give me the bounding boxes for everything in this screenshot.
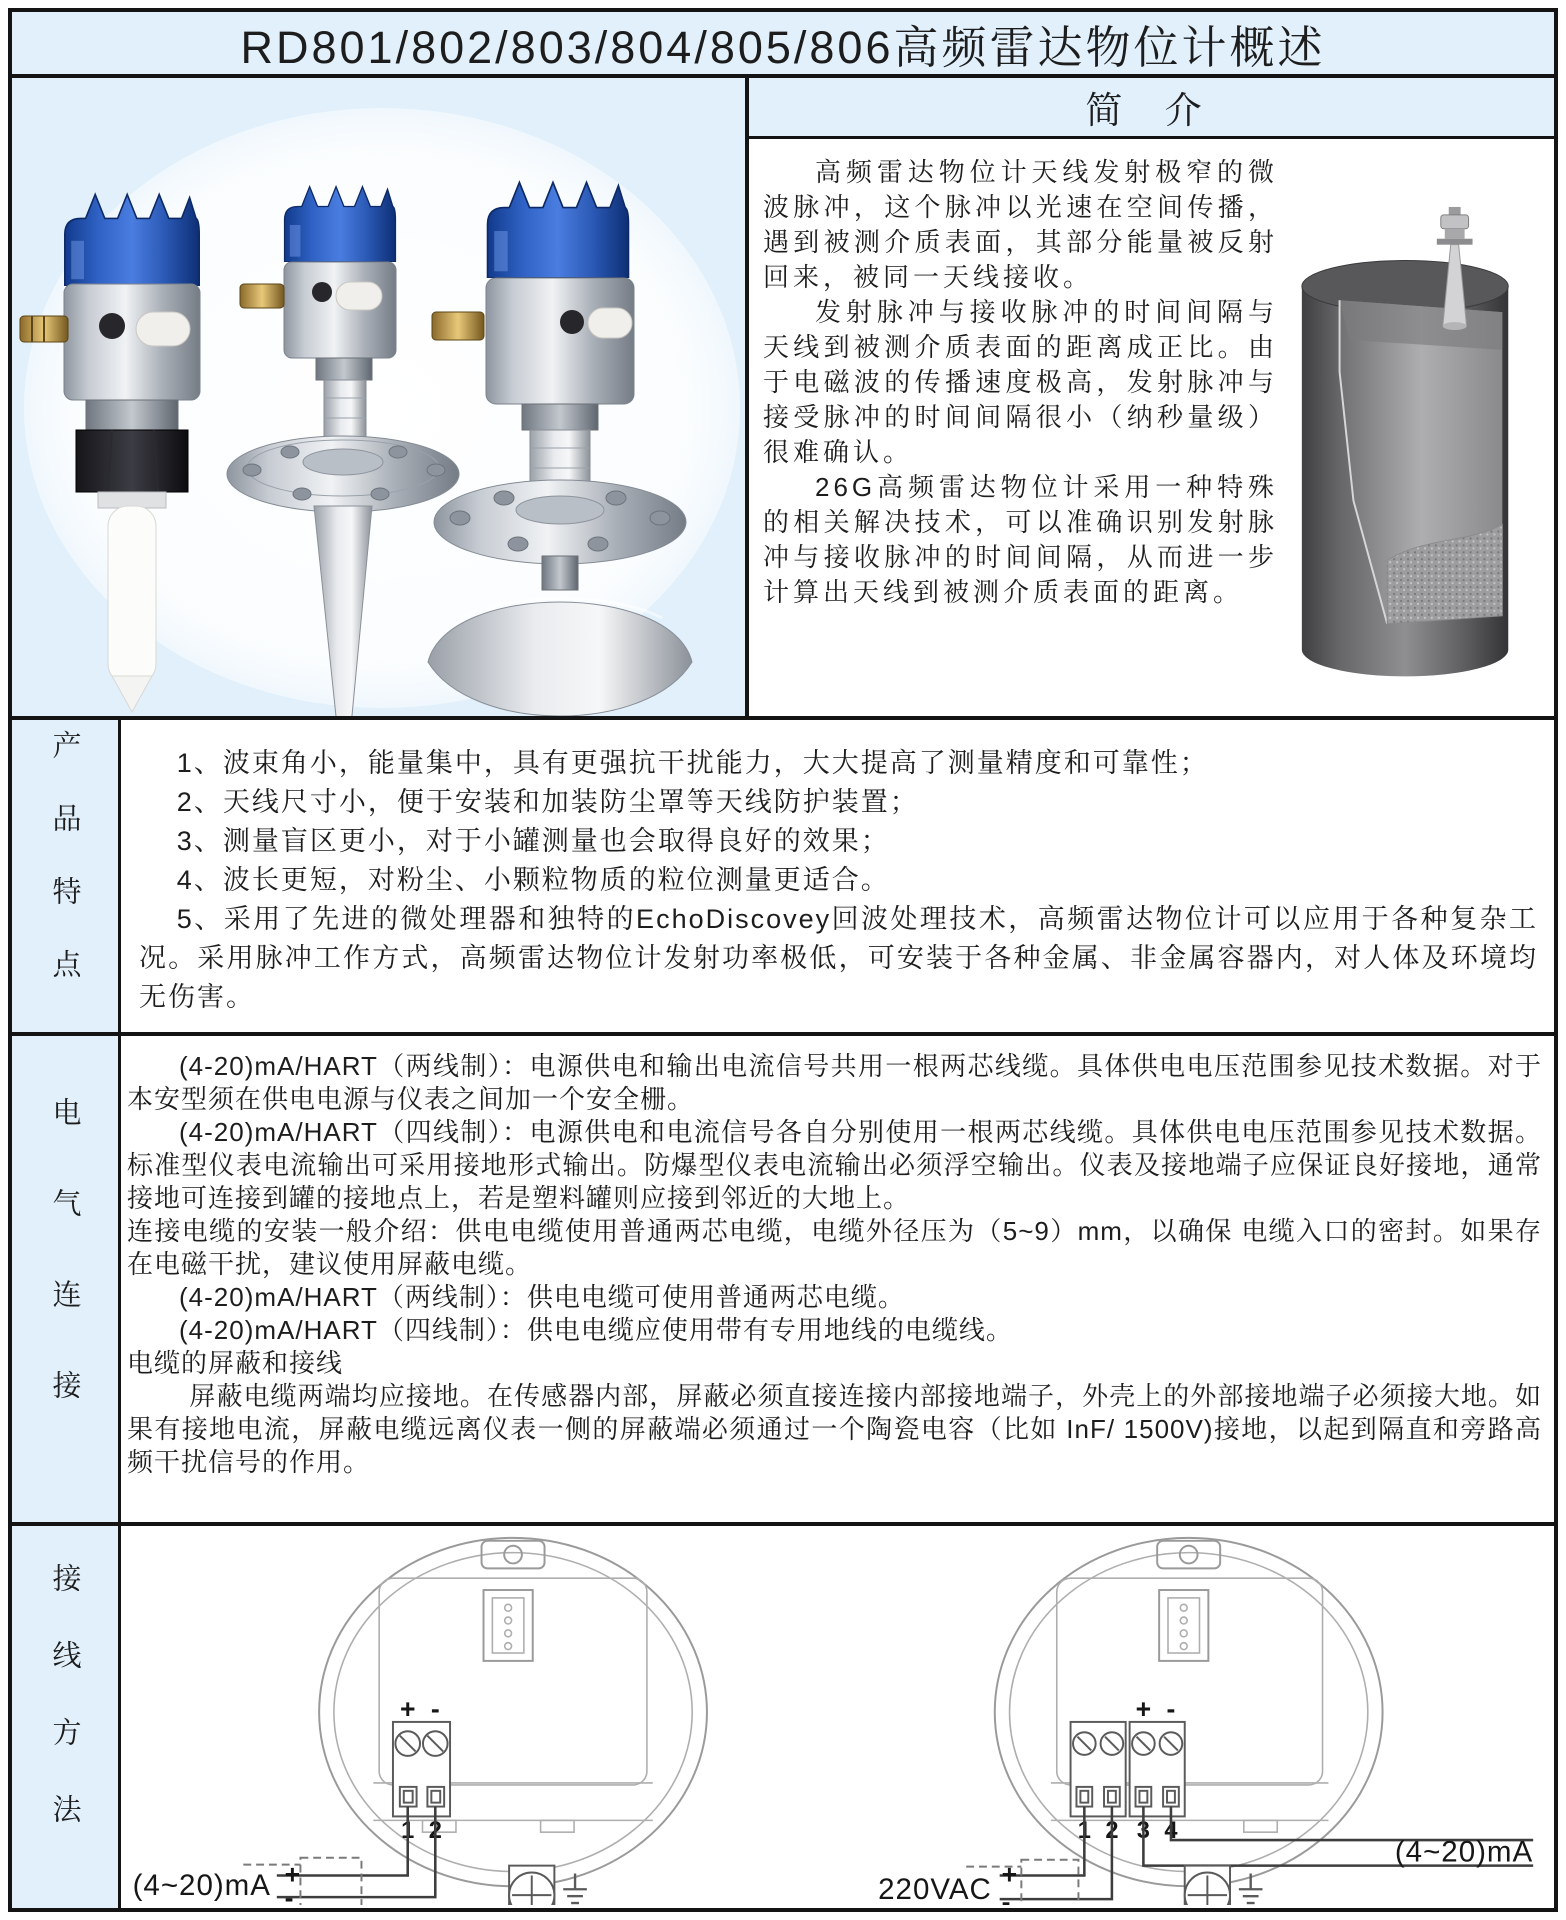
page-title xyxy=(8,8,1558,78)
feature-item: 3、测量盲区更小，对于小罐测量也会取得良好的效果； xyxy=(176,826,890,856)
wiring-section xyxy=(8,1522,1558,1912)
intro-panel xyxy=(745,74,1558,720)
signal-plus: + xyxy=(284,1859,301,1890)
electrical-paragraph: 电缆的屏蔽和接线 xyxy=(127,1348,344,1378)
terminal-number: 2 xyxy=(1105,1818,1119,1845)
display-connector xyxy=(484,1590,533,1661)
features-section xyxy=(8,716,1558,1036)
wiring-section-label: 接线方法 xyxy=(12,1526,121,1908)
block-plus-label: + xyxy=(399,1693,416,1724)
features-content xyxy=(121,720,1554,1032)
two-wire-wiring-diagram xyxy=(127,1529,842,1905)
terminal-number: 4 xyxy=(1164,1818,1178,1845)
intro-paragraph: 26G高频雷达物位计采用一种特殊的相关解决技术，可以准确识别发射脉冲与接收脉冲的时间间隔，从而进一步计算出天线到被测介质表面的距离。 xyxy=(763,472,1278,607)
terminal-block-power xyxy=(1071,1722,1126,1844)
intro-header xyxy=(749,78,1554,139)
electrical-paragraph: (4-20)mA/HART（四线制）：电源供电和电流信号各自分别使用一根两芯线缆。具体供电电压范围参见技术数据。标准型仪表电流输出可采用接地形式输出。防爆型仪表电流输出必须浮空输出。仪表及接地端子应保证良好接地，通常接地可连接到罐的接地点上，若是塑料罐则应接到邻近的大地上。 xyxy=(127,1117,1542,1213)
feature-item: 1、波束角小，能量集中，具有更强抗干扰能力，大大提高了测量精度和可靠性； xyxy=(176,748,1209,778)
electrical-section-label: 电气连接 xyxy=(12,1036,121,1522)
electrical-content xyxy=(121,1036,1554,1522)
electrical-paragraph: (4-20)mA/HART（四线制）：供电电缆应使用带有专用地线的电缆线。 xyxy=(179,1315,1013,1345)
signal-minus: - xyxy=(284,1882,294,1905)
power-minus: - xyxy=(1001,1886,1011,1905)
electrical-paragraph: 连接电缆的安装一般介绍：供电电缆使用普通两芯电缆，电缆外径压为（5~9）mm，以确保 电缆入口的密封。如果存在电磁干扰，建议使用屏蔽电缆。 xyxy=(127,1216,1542,1279)
silo-cutaway-image xyxy=(1284,203,1542,716)
ground-symbol xyxy=(563,1874,587,1904)
electrical-paragraph: (4-20)mA/HART（两线制）：电源供电和输出电流信号共用一根两芯线缆。具体供电电压范围参见技术数据。对于本安型须在供电电源与仪表之间加一个安全栅。 xyxy=(127,1051,1542,1114)
power-label: 220VAC xyxy=(878,1873,992,1905)
signal-label-4wire: (4~20)mA xyxy=(1394,1835,1534,1869)
intro-body xyxy=(749,139,1554,716)
block-minus-label: - xyxy=(1166,1693,1176,1724)
intro-paragraph: 发射脉冲与接收脉冲的时间间隔与天线到被测介质表面的距离成正比。由于电磁波的传播速度极高，发射脉冲与接受脉冲的时间间隔很小（纳秒量级）很难确认。 xyxy=(763,297,1278,467)
block-plus-label: + xyxy=(1135,1693,1152,1724)
terminal-number: 1 xyxy=(401,1818,415,1845)
ground-symbol xyxy=(1239,1874,1263,1904)
signal-label-2wire: (4~20)mA xyxy=(132,1869,271,1903)
terminal-number: 3 xyxy=(1136,1818,1150,1845)
terminal-number: 1 xyxy=(1077,1818,1091,1845)
intro-paragraph: 高频雷达物位计天线发射极窄的微波脉冲，这个脉冲以光速在空间传播，遇到被测介质表面，其部分能量被反射回来，被同一天线接收。 xyxy=(763,157,1278,292)
product-photos-panel xyxy=(8,74,749,720)
wiring-content xyxy=(121,1526,1554,1908)
ground-screw xyxy=(509,1866,554,1905)
display-connector xyxy=(1159,1590,1208,1661)
electrical-paragraph: 屏蔽电缆两端均应接地。在传感器内部，屏蔽必须直接连接内部接地端子，外壳上的外部接地端子必须接大地。如果有接地电流，屏蔽电缆远离仪表一侧的屏蔽端必须通过一个陶瓷电容（比如 InF/ 1500V)接地，以起到隔直和旁路高频干扰信号的作用。 xyxy=(127,1381,1542,1477)
terminal-number: 2 xyxy=(428,1818,442,1845)
terminal-block-signal xyxy=(1130,1694,1185,1844)
terminal-block-2wire xyxy=(393,1694,450,1844)
feature-item: 2、天线尺寸小，便于安装和加装防尘罩等天线防护装置； xyxy=(176,787,919,817)
page-title-text: RD801/802/803/804/805/806高频雷达物位计概述 xyxy=(240,21,1326,73)
feature-item: 4、波长更短，对粉尘、小颗粒物质的粒位测量更适合。 xyxy=(176,865,890,895)
product-photos-image xyxy=(12,78,745,716)
ground-screw xyxy=(1185,1866,1230,1905)
power-plus: + xyxy=(1001,1859,1018,1890)
four-wire-wiring-diagram xyxy=(842,1529,1554,1905)
features-section-label: 产品特点 xyxy=(12,720,121,1032)
feature-item: 5、采用了先进的微处理器和独特的EchoDiscovey回波处理技术，高频雷达物位计可以应用于各种复杂工况。采用脉冲工作方式，高频雷达物位计发射功率极低，可安装于各种金属、非金属容器内，对人体及环境均无伤害。 xyxy=(139,904,1538,1012)
block-minus-label: - xyxy=(430,1693,440,1724)
electrical-section xyxy=(8,1032,1558,1526)
electrical-paragraph: (4-20)mA/HART（两线制）：供电电缆可使用普通两芯电缆。 xyxy=(179,1282,905,1312)
intro-header-text: 简 介 xyxy=(1085,90,1218,131)
